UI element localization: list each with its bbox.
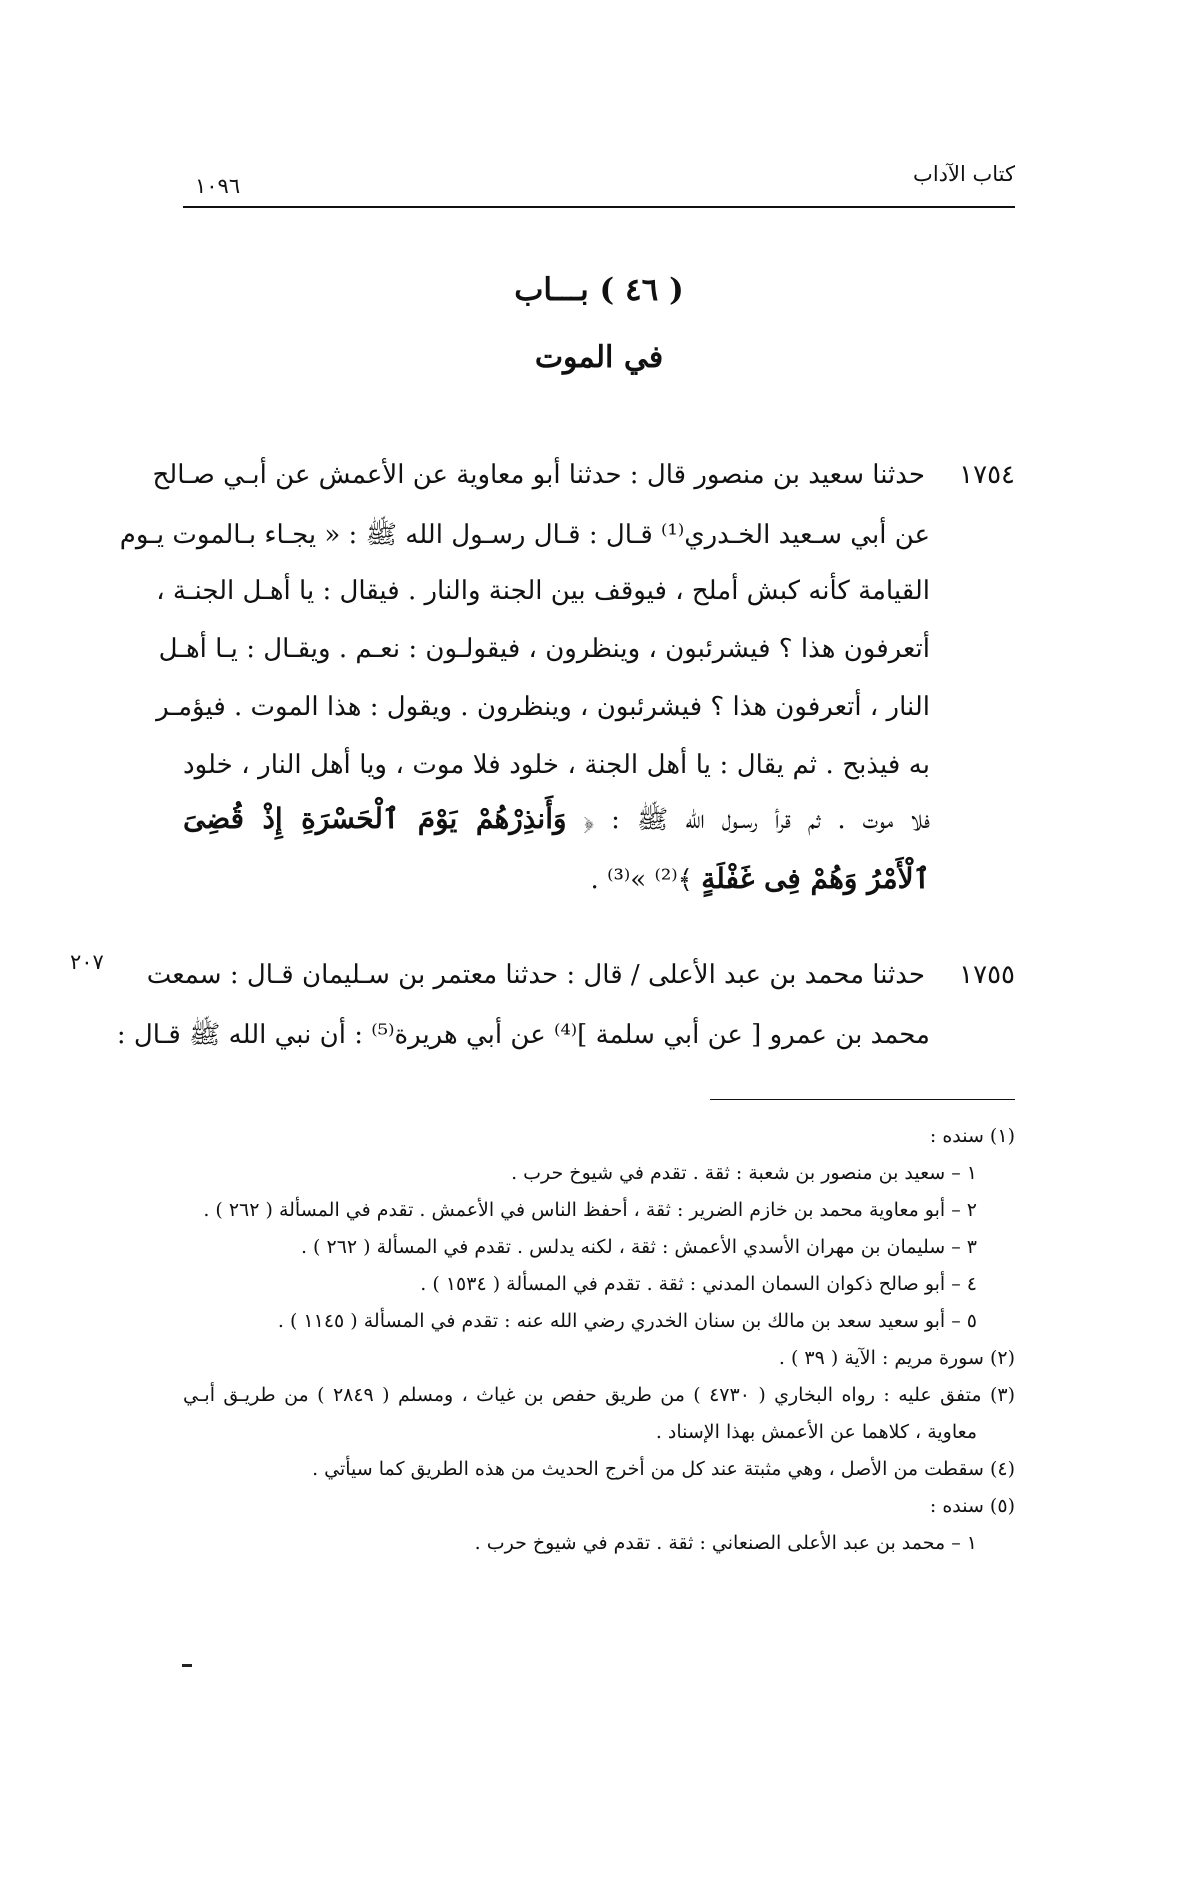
hadith-text: فلا موت . ثم قرأ رسـول الله ﷺ : ﴿ — [583, 805, 930, 835]
quran-verse-part-1: وَأَنذِرْهُمْ يَوْمَ ٱلْحَسْرَةِ إِذْ قُضِىَ — [183, 802, 567, 835]
hadith-number: ١٧٥٤ — [959, 460, 1015, 490]
hadith-line: النار ، أتعرفون هذا ؟ فيشرئبون ، وينظرون . ويقول : هذا الموت . فيؤمـر — [156, 692, 930, 722]
page-number: ١٠٩٦ — [195, 174, 241, 198]
footnote-line: ٢ – أبو معاوية محمد بن خازم الضرير : ثقة ، أحفظ الناس في الأعمش . تقدم في المسألة ( ٢٦٢ ) . — [203, 1199, 977, 1221]
book-title: كتاب الآداب — [913, 162, 1015, 186]
footnote-line: (١) سنده : — [929, 1125, 1015, 1147]
hadith-line: عن أبي سـعيد الخـدري⁽¹⁾ قـال : قـال رسـول الله ﷺ : « يجـاء بـالموت يـوم — [119, 520, 930, 550]
footnote-line: ١ – سعيد بن منصور بن شعبة : ثقة . تقدم في شيوخ حرب . — [511, 1162, 977, 1184]
hadith-line: القيامة كأنه كبش أملح ، فيوقف بين الجنة والنار . فيقال : يا أهـل الجنـة ، — [156, 576, 930, 606]
hadith-line: به فيذبح . ثم يقال : يا أهل الجنة ، خلود فلا موت ، ويا أهل النار ، خلود — [183, 750, 930, 780]
footnote-line: معاوية ، كلاهما عن الأعمش بهذا الإسناد . — [655, 1421, 977, 1443]
hadith-line: حدثنا سعيد بن منصور قال : حدثنا أبو معاوية عن الأعمش عن أبـي صـالح — [152, 460, 925, 490]
hadith-line-quran-end — [183, 862, 930, 895]
chapter-title: ( ٤٦ ) بـــاب — [514, 272, 684, 308]
hadith-number: ١٧٥٥ — [959, 960, 1015, 990]
footnote-line: (٣) متفق عليه : رواه البخاري ( ٤٧٣٠ ) من طريق حفص بن غياث ، ومسلم ( ٢٨٤٩ ) من طريـق أبـي — [183, 1384, 1015, 1406]
footnote-line: ٥ – أبو سعيد سعد بن مالك بن سنان الخدري رضي الله عنه : تقدم في المسألة ( ١١٤٥ ) . — [277, 1310, 977, 1332]
footnote-line: (٢) سورة مريم : الآية ( ٣٩ ) . — [778, 1347, 1015, 1369]
footnote-line: (٥) سنده : — [929, 1495, 1015, 1517]
quran-verse-part-2: ٱلْأَمْرُ وَهُمْ فِى غَفْلَةٍ — [701, 862, 930, 895]
footnote-line: ٣ – سليمان بن مهران الأسدي الأعمش : ثقة ، لكنه يدلس . تقدم في المسألة ( ٢٦٢ ) . — [300, 1236, 977, 1258]
margin-page-number: ٢٠٧ — [70, 950, 104, 974]
chapter-subtitle: في الموت — [534, 340, 664, 375]
hadith-line: محمد بن عمرو [ عن أبي سلمة ]⁽⁴⁾ عن أبي هريرة⁽⁵⁾ : أن نبي الله ﷺ قـال : — [116, 1020, 930, 1050]
hadith-line-quran-start — [183, 802, 930, 841]
footnote-separator — [710, 1099, 1015, 1100]
hadith-line: حدثنا محمد بن عبد الأعلى / قال : حدثنا معتمر بن سـليمان قـال : سمعت — [146, 960, 925, 990]
footnote-line: (٤) سقطت من الأصل ، وهي مثبتة عند كل من أخرج الحديث من هذه الطريق كما سيأتي . — [312, 1458, 1015, 1480]
hadith-line: أتعرفون هذا ؟ فيشرئبون ، وينظرون ، فيقولـون : نعـم . ويقـال : يـا أهـل — [158, 634, 930, 664]
footnote-line: ١ – محمد بن عبد الأعلى الصنعاني : ثقة . تقدم في شيوخ حرب . — [474, 1532, 977, 1554]
footnote-line: ٤ – أبو صالح ذكوان السمان المدني : ثقة . تقدم في المسألة ( ١٥٣٤ ) . — [420, 1273, 977, 1295]
scan-mark — [182, 1664, 192, 1667]
hadith-text: ﴾⁽²⁾ »⁽³⁾ . — [590, 865, 693, 895]
page-header — [183, 160, 1015, 208]
